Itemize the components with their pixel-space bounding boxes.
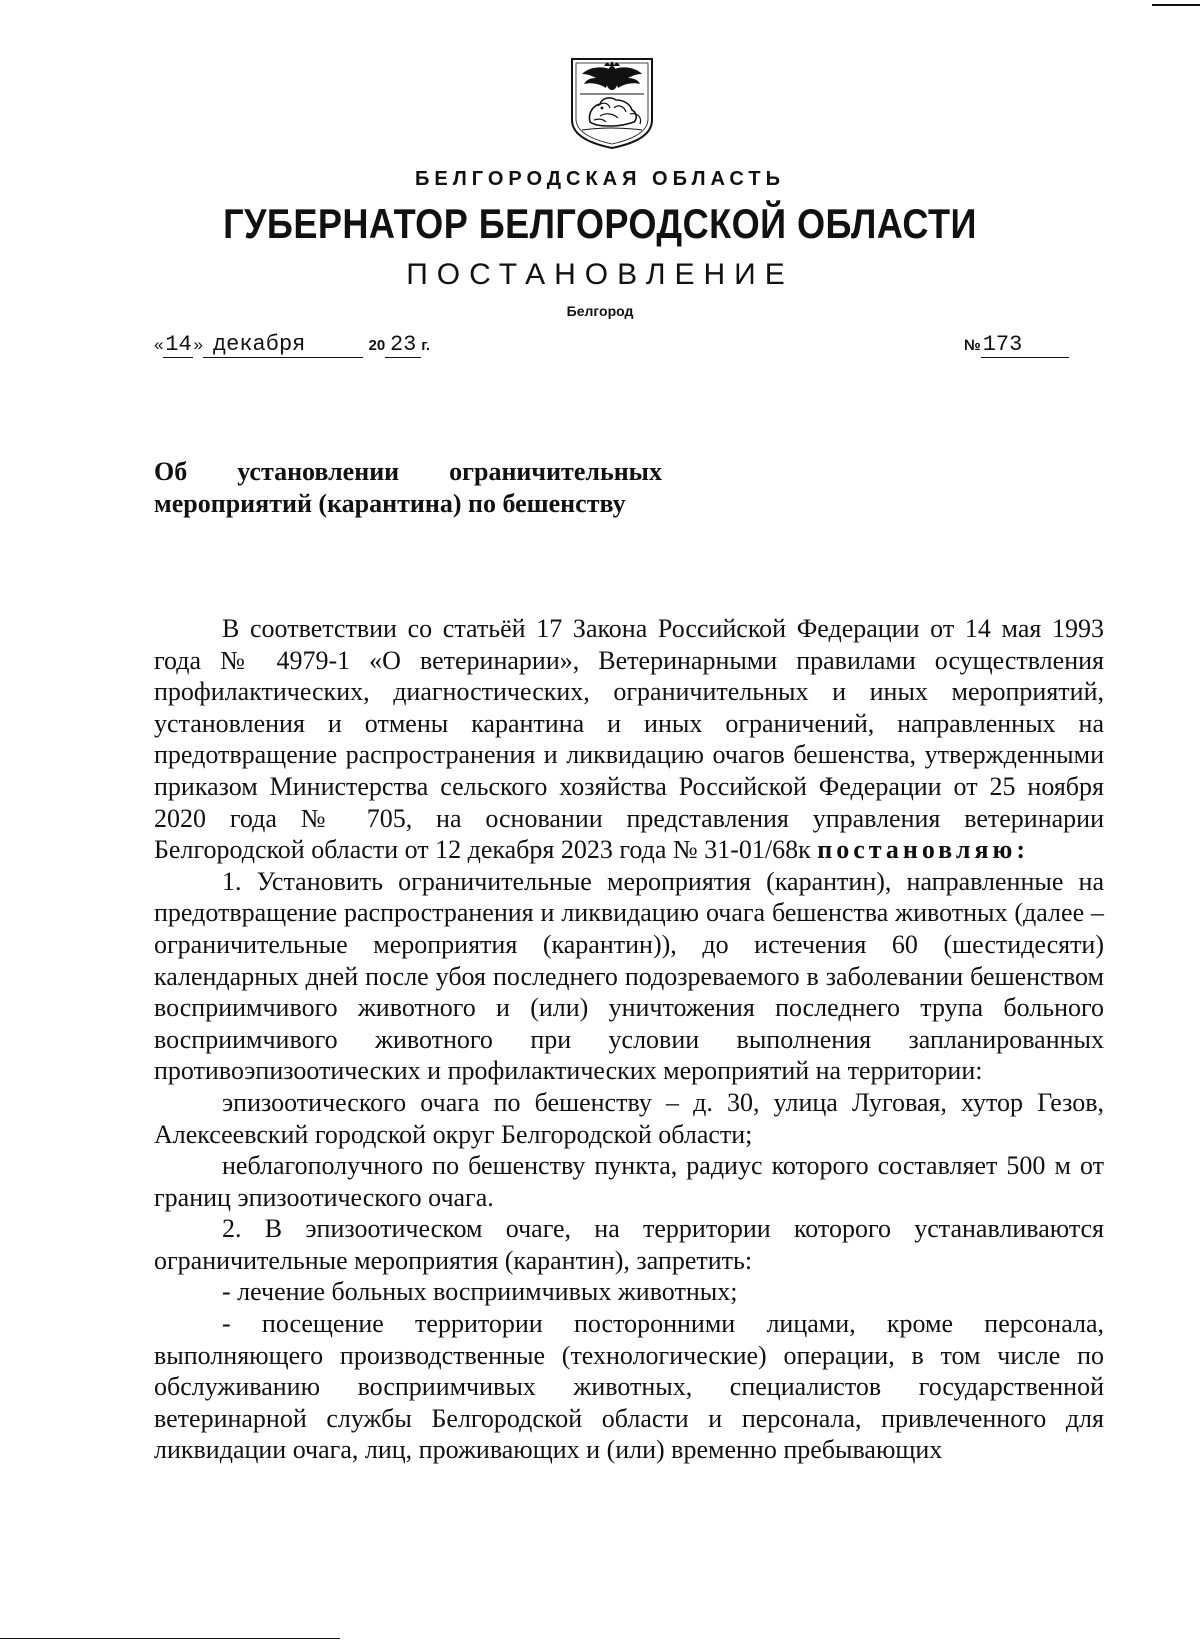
date-close-quote: » (193, 335, 203, 354)
number-label: № (964, 337, 981, 354)
date-year: 23 (389, 332, 417, 357)
date-century: 20 (368, 337, 386, 354)
paragraph-focus-area: эпизоотического очага по бешенству – д. 30, улица Луговая, хутор Гезов, Алексеевский городской округ Белгородской области; (154, 1087, 1104, 1149)
paragraph-preamble (154, 613, 1104, 866)
preamble-text: В соответствии со статьёй 17 Закона Российской Федерации от 14 мая 1993 года № 4979-1 «О ветеринарии», Ветеринарными правилами осуществления профилактических, диагностических, ограничительных и иных мероприятий, установления и отмены карантина и иных ограничений, направленных на предотвращение распространения и ликвидацию очагов бешенства, утвержденными приказом Министерства сельского хозяйства Российской Федерации от 25 ноября 2020 года № 705, на основании представления управления ветеринарии Белгородской области от 12 декабря 2023 года № 31-01/68к (154, 614, 1104, 865)
paragraph-unsafe-area: неблагополучного по бешенству пункта, радиус которого составляет 500 м от границ эпизоотического очага. (154, 1151, 1104, 1212)
paragraph-ban-visits: - посещение территории посторонними лицами, кроме персонала, выполняющего производственные (технологические) операции, в том числе по обслуживанию восприимчивых животных, специалистов государственной ветеринарной службы Белгородской области и персонала, привлеченного для ликвидации очага, лиц, проживающих и (или) временно пребывающих (154, 1309, 1104, 1465)
date-day: 14 (165, 332, 192, 357)
title-word-1: Об (154, 457, 188, 486)
title-line-2: мероприятий (карантина) по бешенству (154, 489, 626, 518)
governor-heading: ГУБЕРНАТОР БЕЛГОРОДСКОЙ ОБЛАСТИ (223, 200, 977, 247)
paragraph-item-2: 2. В эпизоотическом очаге, на территории которого устанавливаются ограничительные мероприятия (карантин), запретить: (154, 1214, 1104, 1275)
belgorod-coat-of-arms-icon (568, 56, 656, 150)
date-suffix: г. (421, 337, 431, 354)
resolve-word: постановляю: (817, 835, 1030, 865)
decree-date (154, 332, 430, 358)
scan-edge-mark (1152, 4, 1200, 6)
city-label: Белгород (566, 303, 634, 319)
paragraph-item-1: 1. Установить ограничительные мероприятия (карантин), направленные на предотвращение распространения и ликвидацию очага бешенства животных (далее – ограничительные мероприятия (карантин)), до истечения 60 (шестидесяти) календарных дней после убоя последнего подозреваемого в заболевании бешенством восприимчивого животного и (или) уничтожения последнего трупа больного восприимчивого животного при условии выполнения запланированных противоэпизоотических и профилактических мероприятий на территории: (154, 866, 1104, 1086)
date-open-quote: « (154, 335, 164, 354)
decree-heading: ПОСТАНОВЛЕНИЕ (406, 258, 794, 291)
date-month: декабря (212, 332, 306, 357)
region-heading: БЕЛГОРОДСКАЯ ОБЛАСТЬ (415, 168, 785, 190)
title-word-2: установлении (237, 457, 400, 486)
title-word-3: ограничительных (449, 457, 662, 486)
number-value: 173 (981, 332, 1069, 358)
document-body (154, 613, 1104, 1466)
document-title (154, 456, 662, 520)
decree-number (964, 332, 1069, 358)
paragraph-ban-treatment: - лечение больных восприимчивых животных; (222, 1277, 738, 1307)
footer-rule (0, 1638, 340, 1639)
